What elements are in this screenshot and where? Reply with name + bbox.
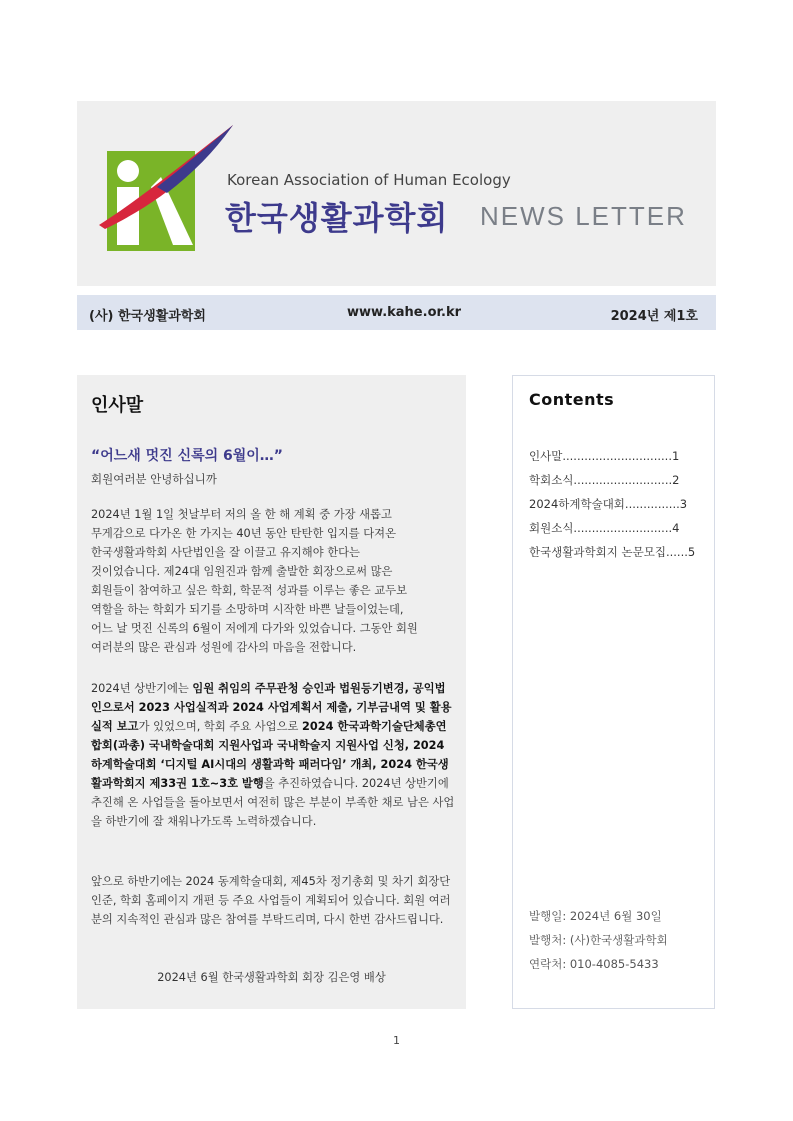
- contents-panel: [512, 375, 715, 1009]
- para2-middle: 가 있었으며, 학회 주요 사업으로: [138, 720, 303, 733]
- masthead: [77, 101, 716, 286]
- para1-line: 것이었습니다. 제24대 임원진과 함께 출발한 회장으로써 많은: [91, 565, 393, 578]
- toc-item[interactable]: 한국생활과학회지 논문모집......5: [529, 545, 696, 559]
- paragraph-2: [91, 679, 456, 831]
- greeting-quote: “어느새 멋진 신록의 6월이…”: [91, 448, 284, 464]
- toc-list: [529, 444, 711, 564]
- newsletter-title: NEWS LETTER: [480, 201, 687, 231]
- publisher: 발행처: (사)한국생활과학회: [529, 933, 668, 947]
- paragraph-3: 앞으로 하반기에는 2024 동계학술대회, 제45차 정기총회 및 차기 회장단 인준, 학회 홈페이지 개편 등 주요 사업들이 계획되어 있습니다. 회원 여러분의 지속적인 관심과 많은 참여를 부탁드리며, 다시 한번 감사드립니다.: [91, 875, 451, 926]
- toc-item[interactable]: 2024하계학술대회...............3: [529, 497, 688, 511]
- salutation: 회원여러분 안녕하십니까: [91, 472, 217, 486]
- para1-line: 2024년 1월 1일 첫날부터 저의 올 한 해 계획 중 가장 새롭고: [91, 508, 392, 521]
- signature: 2024년 6월 한국생활과학회 회장 김은영 배상: [157, 971, 386, 984]
- paragraph-1: [91, 505, 456, 657]
- contents-title: Contents: [529, 390, 615, 409]
- issue-number: 2024년 제1호: [610, 309, 698, 324]
- pub-date: 발행일: 2024년 6월 30일: [529, 909, 662, 923]
- para1-line: 어느 날 멋진 신록의 6월이 저에게 다가와 있었습니다. 그동안 회원: [91, 622, 418, 635]
- para1-line: 회원들이 참여하고 싶은 학회, 학문적 성과를 이루는 좋은 교두보: [91, 584, 408, 597]
- kahe-logo-icon: [97, 121, 237, 261]
- section-title: 인사말: [91, 395, 144, 416]
- toc-item[interactable]: 인사말..............................1: [529, 449, 680, 463]
- contact: 연락처: 010-4085-5433: [529, 957, 659, 971]
- para1-line: 무게감으로 다가온 한 가지는 40년 동안 탄탄한 입지를 다져온: [91, 527, 397, 540]
- publication-info: [529, 904, 668, 976]
- para2-bold-projects: 2024 한국과학기술단체총연합회(과총) 국내학술대회 지원사업과 국내학술지 지원사업 신청, 2024 하계학술대회 ‘디지털 AI시대의 생활과학 패러다임’ 개최, 2024 한국생활과학회지 제33권 1호~3호 발행: [91, 720, 449, 790]
- para2-intro: 2024년 상반기에는: [91, 682, 193, 695]
- org-korean-name: 한국생활과학회: [225, 199, 449, 237]
- greeting-section: [77, 375, 466, 1009]
- info-org: (사) 한국생활과학회: [89, 309, 206, 324]
- para1-line: 여러분의 많은 관심과 성원에 감사의 마음을 전합니다.: [91, 641, 357, 654]
- website-link[interactable]: www.kahe.or.kr: [347, 305, 462, 320]
- para2-outro: 을 추진하였습니다. 2024년 상반기에 추진해 온 사업들을 돌아보면서 여전히 많은 부분이 부족한 채로 남은 사업을 하반기에 잘 채워나가도록 노력하겠습니다.: [91, 777, 455, 828]
- para1-line: 역할을 하는 학회가 되기를 소망하며 시작한 바쁜 날들이었는데,: [91, 603, 404, 616]
- org-english-name: Korean Association of Human Ecology: [227, 171, 511, 189]
- para2-bold-items: 임원 취임의 주무관청 승인과 법원등기변경, 공익법인으로서 2023 사업실적과 2024 사업계획서 제출, 기부금내역 및 활용 실적 보고: [91, 682, 452, 733]
- toc-item[interactable]: 회원소식...........................4: [529, 521, 680, 535]
- toc-item[interactable]: 학회소식...........................2: [529, 473, 680, 487]
- page-number: 1: [393, 1034, 400, 1047]
- info-bar: [77, 295, 716, 330]
- para1-line: 한국생활과학회 사단법인을 잘 이끌고 유지해야 한다는: [91, 546, 360, 559]
